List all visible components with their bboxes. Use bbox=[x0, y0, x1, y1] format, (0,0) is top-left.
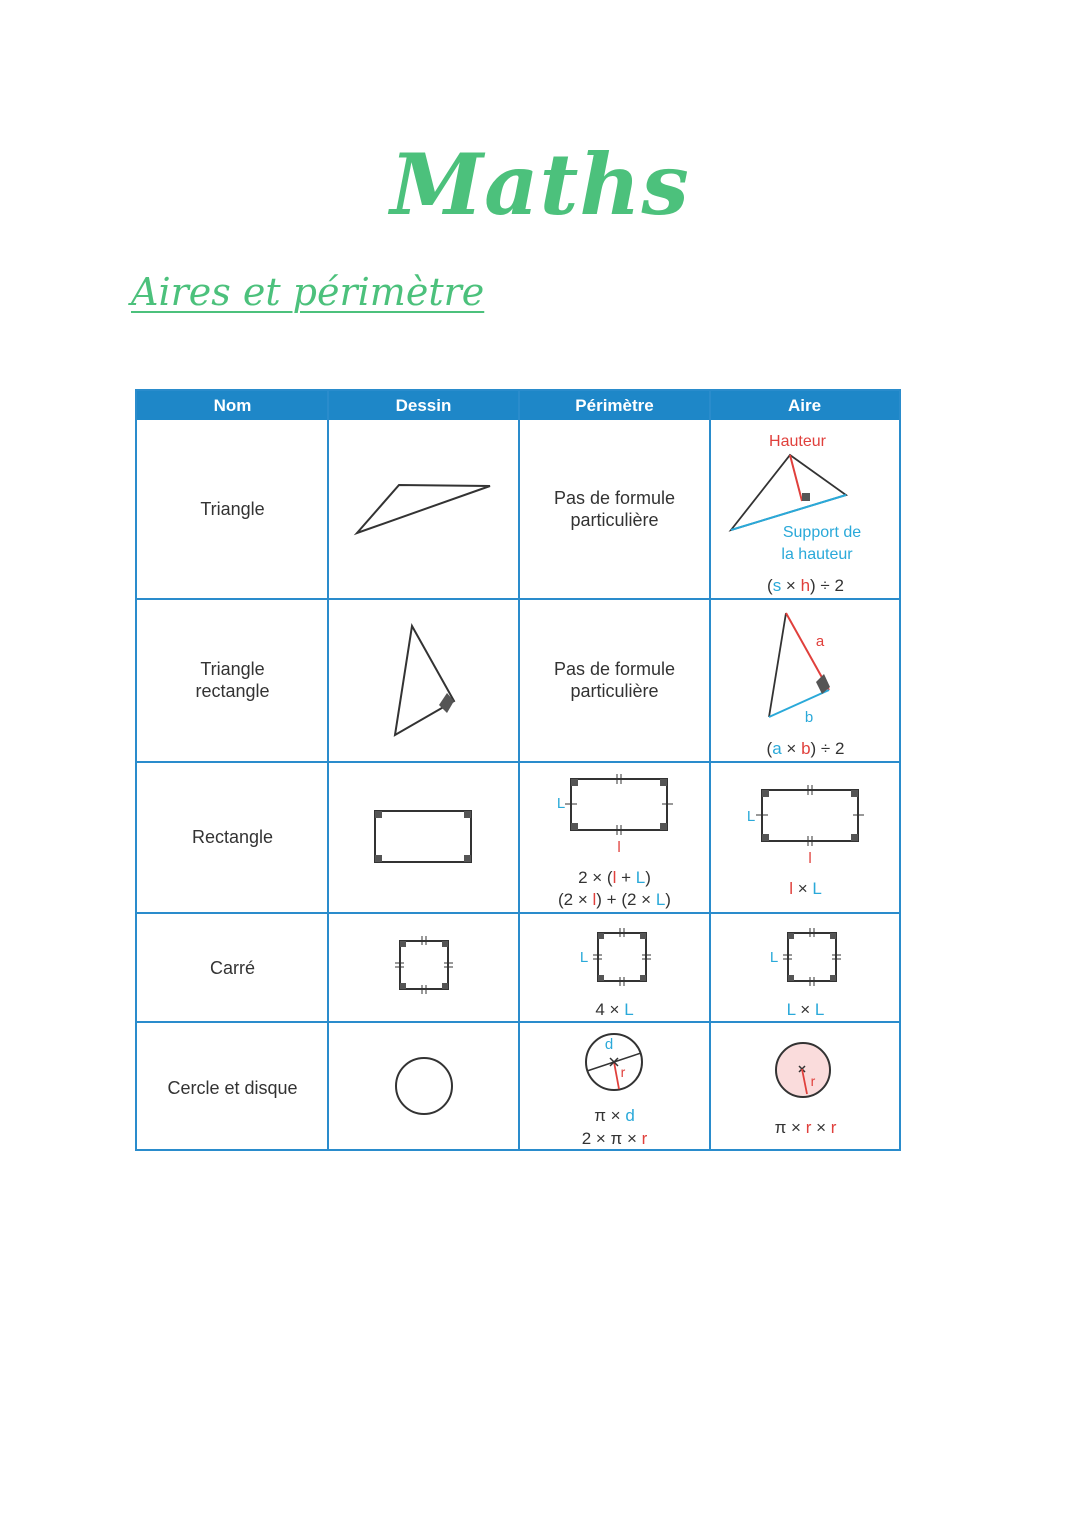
label-r: r bbox=[620, 1064, 626, 1080]
perimeter-text-line2: particulière bbox=[570, 681, 659, 701]
row-divider bbox=[137, 598, 899, 600]
page-title: Maths bbox=[390, 135, 690, 234]
label-a: a bbox=[815, 633, 825, 650]
section-heading: Aires et périmètre bbox=[131, 270, 485, 314]
perimeter-formula-rectangle-1: 2 × (l + L) bbox=[578, 868, 651, 887]
label-l: l bbox=[808, 850, 812, 867]
label-L: L bbox=[579, 949, 589, 966]
label-l: l bbox=[617, 839, 621, 856]
row-name-triangle: Triangle bbox=[200, 499, 265, 519]
triangle-drawing bbox=[355, 481, 495, 541]
label-support-line1: Support de bbox=[782, 524, 862, 541]
header-aire: Aire bbox=[787, 396, 822, 415]
perimeter-text-line2: particulière bbox=[570, 510, 659, 530]
area-formula-right-triangle: (a × b) ÷ 2 bbox=[766, 739, 845, 758]
area-formula-square: L × L bbox=[786, 1000, 825, 1019]
header-perimetre: Périmètre bbox=[575, 396, 654, 415]
right-triangle-area-diagram bbox=[766, 610, 836, 720]
header-dessin: Dessin bbox=[395, 396, 452, 415]
header-nom: Nom bbox=[213, 396, 252, 415]
label-hauteur: Hauteur bbox=[769, 433, 826, 450]
circle-drawing bbox=[394, 1056, 454, 1116]
triangle-height-diagram bbox=[731, 453, 851, 533]
row-name-carre: Carré bbox=[209, 958, 255, 978]
row-divider bbox=[137, 761, 899, 763]
perimeter-formula-rectangle-2: (2 × l) + (2 × L) bbox=[558, 890, 671, 909]
square-drawing bbox=[398, 939, 450, 994]
disc-area-diagram bbox=[773, 1040, 833, 1100]
row-name-cercle: Cercle et disque bbox=[167, 1078, 298, 1098]
label-support-line2: la hauteur bbox=[781, 546, 853, 563]
square-area-diagram bbox=[786, 931, 838, 986]
label-L: L bbox=[556, 795, 566, 812]
perimeter-formula-circle-1: π × d bbox=[594, 1106, 635, 1125]
label-L: L bbox=[769, 949, 779, 966]
area-formula-triangle: (s × h) ÷ 2 bbox=[767, 576, 844, 595]
perimeter-formula-circle-2: 2 × π × r bbox=[581, 1129, 648, 1148]
perimeter-text-line1: Pas de formule bbox=[553, 488, 676, 508]
square-perimeter-diagram bbox=[596, 931, 648, 986]
label-b: b bbox=[804, 709, 814, 726]
rectangle-perimeter-diagram bbox=[569, 777, 674, 835]
label-d: d bbox=[604, 1036, 614, 1053]
row-name-triangle-rectangle-line1: Triangle bbox=[200, 659, 265, 679]
row-name-rectangle: Rectangle bbox=[191, 827, 274, 847]
right-triangle-drawing bbox=[392, 623, 462, 738]
rectangle-drawing bbox=[374, 810, 474, 865]
label-L: L bbox=[746, 808, 756, 825]
label-r: r bbox=[810, 1073, 816, 1089]
perimeter-formula-square: 4 × L bbox=[595, 1000, 634, 1019]
formula-table bbox=[135, 389, 901, 1151]
perimeter-text-line1: Pas de formule bbox=[553, 659, 676, 679]
rectangle-area-diagram bbox=[760, 788, 865, 846]
area-formula-rectangle: l × L bbox=[789, 879, 822, 898]
row-name-triangle-rectangle-line2: rectangle bbox=[195, 681, 270, 701]
area-formula-disc: π × r × r bbox=[774, 1118, 837, 1137]
row-divider bbox=[137, 912, 899, 914]
row-divider bbox=[137, 1021, 899, 1023]
